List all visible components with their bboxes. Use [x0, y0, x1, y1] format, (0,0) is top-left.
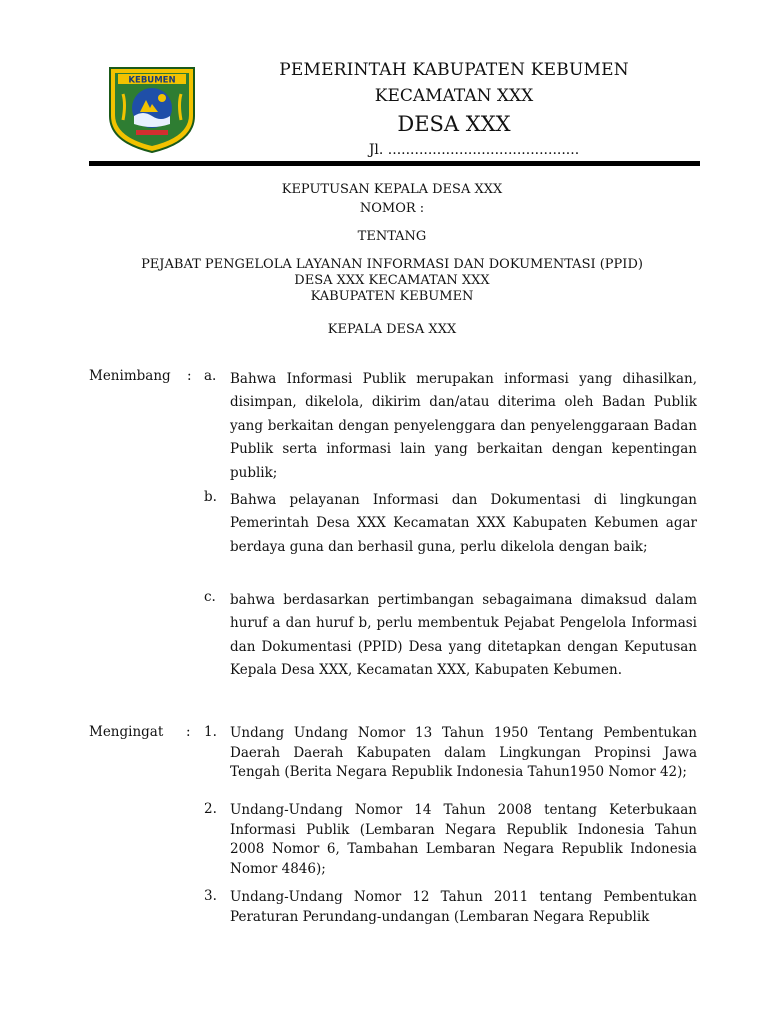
- mengingat-colon: :: [186, 724, 191, 740]
- list-item-text: bahwa berdasarkan pertimbangan sebagaimana dimaksud dalam huruf a dan huruf b, perlu membentuk Pejabat Pengelola Informasi dan Dokumentasi (PPID) Desa yang ditetapkan dengan Keputusan Kepala Desa XXX, Kecamatan XXX, Kabupaten Kebumen.: [230, 592, 697, 679]
- address-line: Jl. ...........................................: [368, 142, 580, 158]
- list-item-text: Bahwa pelayanan Informasi dan Dokumentasi di lingkungan Pemerintah Desa XXX Kecamatan XXX Kabupaten Kebumen agar berdaya guna dan berhasil guna, perlu dikelola dengan baik;: [230, 492, 697, 555]
- list-marker: a.: [204, 368, 217, 384]
- list-marker: 3.: [204, 888, 217, 904]
- list-item-text: Undang-Undang Nomor 14 Tahun 2008 tentang Keterbukaan Informasi Publik (Lembaran Negara Republik Indonesia Tahun 2008 Nomor 6, Tambahan Lembaran Negara Republik Indonesia Nomor 4846);: [230, 802, 697, 877]
- government-name: PEMERINTAH KABUPATEN KEBUMEN: [279, 60, 629, 80]
- decree-subject-line-2: DESA XXX KECAMATAN XXX: [294, 273, 490, 288]
- svg-text:KEBUMEN: KEBUMEN: [128, 75, 176, 86]
- list-item-text: Undang Undang Nomor 13 Tahun 1950 Tentang Pembentukan Daerah Daerah Kabupaten dalam Lingkungan Propinsi Jawa Tengah (Berita Negara Republik Indonesia Tahun1950 Nomor 42);: [230, 725, 697, 781]
- list-marker: 1.: [204, 724, 217, 740]
- header-rule: [89, 161, 700, 166]
- decree-subject-line-3: KABUPATEN KEBUMEN: [310, 289, 474, 304]
- menimbang-colon: :: [187, 368, 192, 384]
- district-name: KECAMATAN XXX: [374, 86, 534, 106]
- decree-subject-line-1: PEJABAT PENGELOLA LAYANAN INFORMASI DAN DOKUMENTASI (PPID): [141, 257, 643, 272]
- decree-issuer: KEPALA DESA XXX: [327, 322, 457, 337]
- menimbang-label: Menimbang: [89, 368, 171, 384]
- list-marker: 2.: [204, 801, 217, 817]
- decree-about: TENTANG: [357, 229, 427, 244]
- mengingat-label: Mengingat: [89, 724, 164, 740]
- village-name: DESA XXX: [397, 112, 511, 136]
- kebumen-emblem-logo: [106, 64, 198, 154]
- list-marker: b.: [204, 489, 217, 505]
- list-item-text: Bahwa Informasi Publik merupakan informasi yang dihasilkan, disimpan, dikelola, dikirim dan/atau diterima oleh Badan Publik yang berkaitan dengan penyelenggara dan penyelenggaraan Badan Publik serta informasi lain yang berkaitan dengan kepentingan publik;: [230, 371, 697, 481]
- decree-number: NOMOR :: [359, 201, 425, 216]
- list-item-text: Undang-Undang Nomor 12 Tahun 2011 tentang Pembentukan Peraturan Perundang-undangan (Lembaran Negara Republik: [230, 889, 697, 925]
- decree-title: KEPUTUSAN KEPALA DESA XXX: [281, 182, 503, 197]
- letterhead: [230, 58, 678, 160]
- list-marker: c.: [204, 589, 216, 605]
